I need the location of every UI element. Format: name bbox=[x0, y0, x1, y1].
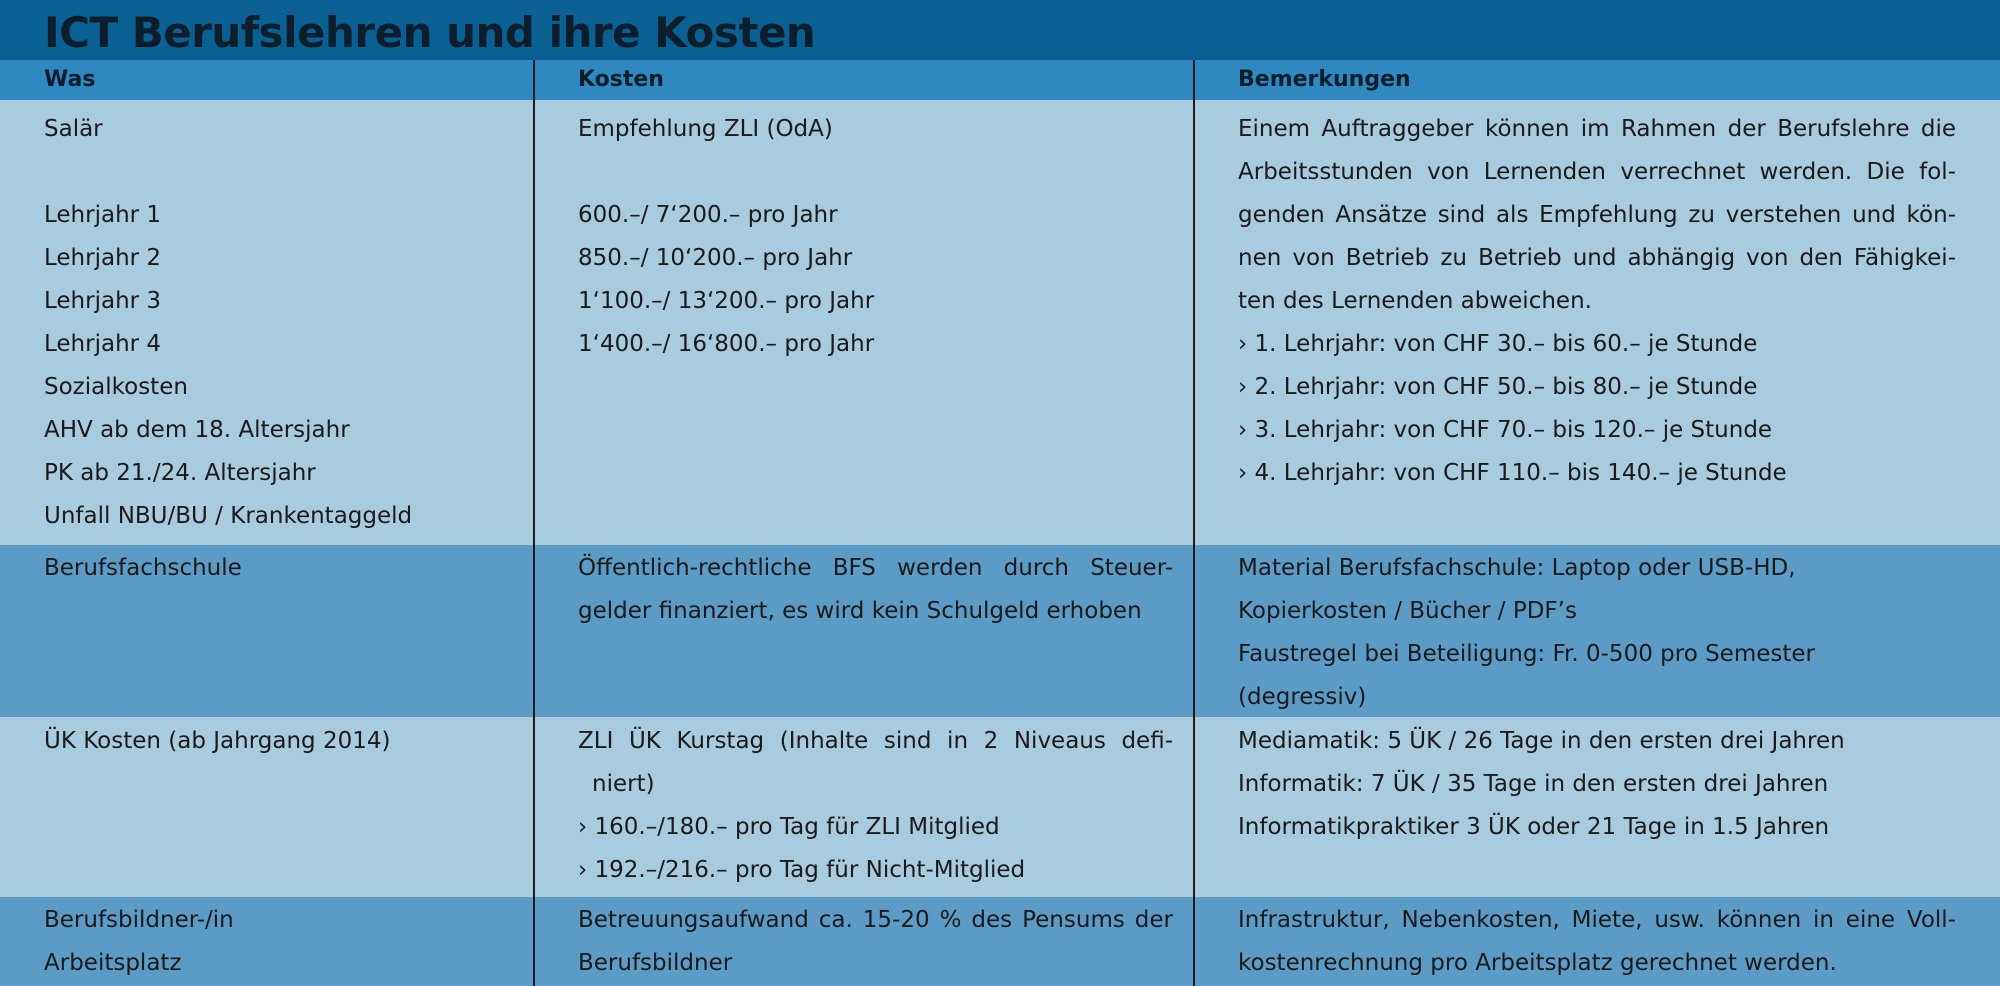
cell-line: 850.–/ 10‘200.– pro Jahr bbox=[578, 245, 853, 271]
cell-line: Lehrjahr 1 bbox=[44, 202, 162, 228]
cell-line: Öffentlich-rechtliche BFS werden durch Steuer- bbox=[578, 555, 1173, 581]
column-header-kosten: Kosten bbox=[578, 67, 664, 92]
table-cell-bemerkungen bbox=[1238, 720, 1956, 849]
cell-line: Berufsbildner-/in bbox=[44, 907, 234, 933]
cell-line: Infrastruktur, Nebenkosten, Miete, usw. können in eine Voll- bbox=[1238, 907, 1956, 933]
cell-line: Unfall NBU/BU / Krankentaggeld bbox=[44, 503, 413, 529]
table-cell-was bbox=[44, 108, 514, 538]
cell-line: Empfehlung ZLI (OdA) bbox=[578, 116, 833, 142]
cell-line: Informatik: 7 ÜK / 35 Tage in den ersten drei Jahren bbox=[1238, 771, 1829, 797]
cell-line: › 160.–/180.– pro Tag für ZLI Mitglied bbox=[578, 814, 1000, 840]
cell-line: 1‘400.–/ 16‘800.– pro Jahr bbox=[578, 331, 875, 357]
table-cell-was bbox=[44, 547, 514, 590]
table-header-row bbox=[0, 60, 2000, 100]
table-cell-was bbox=[44, 720, 514, 763]
cell-line: Material Berufsfachschule: Laptop oder USB-HD, bbox=[1238, 555, 1796, 581]
table-cell-kosten bbox=[578, 899, 1173, 985]
cell-line: gelder finanziert, es wird kein Schulgeld erhoben bbox=[578, 598, 1142, 624]
table-cell-was bbox=[44, 899, 514, 985]
cell-line: kostenrechnung pro Arbeitsplatz gerechnet werden. bbox=[1238, 950, 1837, 976]
table-cell-kosten bbox=[578, 720, 1173, 892]
cell-line bbox=[578, 151, 1173, 194]
cell-line: (degressiv) bbox=[1238, 684, 1367, 710]
cell-line: › 192.–/216.– pro Tag für Nicht-Mitglied bbox=[578, 857, 1026, 883]
cell-line: Berufsfachschule bbox=[44, 555, 242, 581]
cell-line: Kopierkosten / Bücher / PDF’s bbox=[1238, 598, 1577, 624]
cell-line: › 2. Lehrjahr: von CHF 50.– bis 80.– je Stunde bbox=[1238, 374, 1758, 400]
cell-line: Faustregel bei Beteiligung: Fr. 0-500 pro Semester bbox=[1238, 641, 1815, 667]
cell-line: › 3. Lehrjahr: von CHF 70.– bis 120.– je Stunde bbox=[1238, 417, 1773, 443]
cell-line: ÜK Kosten (ab Jahrgang 2014) bbox=[44, 728, 391, 754]
column-divider bbox=[1193, 60, 1195, 986]
table-cell-bemerkungen bbox=[1238, 108, 1956, 495]
column-header-was: Was bbox=[44, 67, 96, 92]
table-cell-bemerkungen bbox=[1238, 899, 1956, 985]
cell-line bbox=[44, 151, 514, 194]
column-header-bemerkungen: Bemerkungen bbox=[1238, 67, 1411, 92]
cell-line: Sozialkosten bbox=[44, 374, 188, 400]
cell-line: Lehrjahr 3 bbox=[44, 288, 162, 314]
cell-line: 1‘100.–/ 13‘200.– pro Jahr bbox=[578, 288, 875, 314]
cell-line: Arbeitsplatz bbox=[44, 950, 182, 976]
cell-line: genden Ansätze sind als Empfehlung zu verstehen und kön- bbox=[1238, 202, 1956, 228]
cell-line: Informatikpraktiker 3 ÜK oder 21 Tage in 1.5 Jahren bbox=[1238, 814, 1830, 840]
cell-line: Mediamatik: 5 ÜK / 26 Tage in den ersten drei Jahren bbox=[1238, 728, 1845, 754]
cell-line: AHV ab dem 18. Altersjahr bbox=[44, 417, 350, 443]
cell-line: niert) bbox=[592, 771, 655, 797]
cell-line: › 1. Lehrjahr: von CHF 30.– bis 60.– je Stunde bbox=[1238, 331, 1758, 357]
page-title: ICT Berufslehren und ihre Kosten bbox=[44, 8, 816, 57]
cell-line: PK ab 21./24. Altersjahr bbox=[44, 460, 316, 486]
cell-line: Einem Auftraggeber können im Rahmen der Berufslehre die bbox=[1238, 116, 1956, 142]
cell-line: › 4. Lehrjahr: von CHF 110.– bis 140.– je Stunde bbox=[1238, 460, 1787, 486]
cell-line: Lehrjahr 4 bbox=[44, 331, 162, 357]
column-divider bbox=[533, 60, 535, 986]
cell-line: ZLI ÜK Kurstag (Inhalte sind in 2 Niveaus defi- bbox=[578, 728, 1173, 754]
table-cell-kosten bbox=[578, 547, 1173, 633]
cell-line: Arbeitsstunden von Lernenden verrechnet werden. Die fol- bbox=[1238, 159, 1956, 185]
table-cell-bemerkungen bbox=[1238, 547, 1956, 719]
cell-line: nen von Betrieb zu Betrieb und abhängig von den Fähigkei- bbox=[1238, 245, 1956, 271]
cell-line: Salär bbox=[44, 116, 103, 142]
cell-line: 600.–/ 7‘200.– pro Jahr bbox=[578, 202, 838, 228]
table-cell-kosten bbox=[578, 108, 1173, 366]
cell-line: Lehrjahr 2 bbox=[44, 245, 162, 271]
cell-line: Betreuungsaufwand ca. 15-20 % des Pensums der bbox=[578, 907, 1173, 933]
cell-line: Berufsbildner bbox=[578, 950, 733, 976]
cell-line: ten des Lernenden abweichen. bbox=[1238, 288, 1592, 314]
